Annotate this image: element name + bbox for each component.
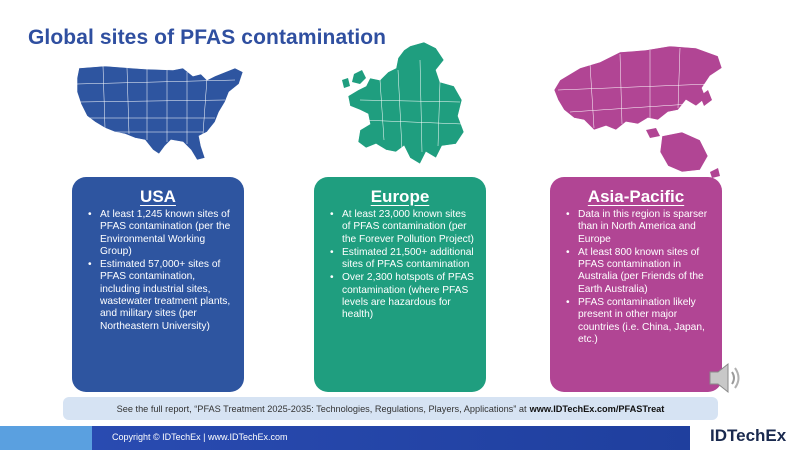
usa-bullet-list xyxy=(82,209,234,333)
europe-bullet: • At least 23,000 known sites of PFAS contamination (per the Forever Pollution Project) xyxy=(342,209,476,246)
footnote-text: See the full report, “PFAS Treatment 2025-2035: Technologies, Regulations, Players, Applications” at xyxy=(116,403,527,414)
usa-heading: USA xyxy=(140,187,176,206)
asia-pacific-bullet: • Data in this region is sparser than in North America and Europe xyxy=(578,209,712,246)
footer-copyright: Copyright © IDTechEx | www.IDTechEx.com xyxy=(112,432,288,442)
footer-bar-accent xyxy=(0,426,92,450)
europe-bullet: • Over 2,300 hotspots of PFAS contamination (where PFAS levels are hazardous for health) xyxy=(342,272,476,321)
report-link[interactable]: www.IDTechEx.com/PFASTreat xyxy=(529,403,665,414)
europe-map-icon xyxy=(340,40,470,170)
asia-pacific-heading: Asia-Pacific xyxy=(587,187,685,206)
europe-card xyxy=(314,177,486,392)
usa-bullet: • Estimated 57,000+ sites of PFAS contamination, including industrial sites, wastewater treatment plants, and military sites (per Northeastern University) xyxy=(100,259,234,333)
asia-pacific-card xyxy=(550,177,722,392)
speaker-icon[interactable] xyxy=(706,360,746,396)
page-title: Global sites of PFAS contamination xyxy=(28,26,387,49)
brand-logo: IDTechEx xyxy=(710,426,787,445)
asia-pacific-bullet: • PFAS contamination likely present in other major countries (i.e. China, Japan, etc.) xyxy=(578,297,712,346)
asia-pacific-bullet-list xyxy=(560,209,712,346)
europe-heading: Europe xyxy=(370,187,430,206)
asia-pacific-map-icon xyxy=(550,40,725,180)
usa-map-icon xyxy=(75,62,250,162)
usa-bullet: • At least 1,245 known sites of PFAS contamination (per the Environmental Working Group) xyxy=(100,209,234,258)
asia-pacific-bullet: • At least 800 known sites of PFAS contamination in Australia (per Friends of the Earth Australia) xyxy=(578,247,712,296)
europe-bullet-list xyxy=(324,209,476,322)
footer-bar xyxy=(0,426,690,450)
report-footnote xyxy=(63,397,718,420)
usa-card xyxy=(72,177,244,392)
europe-bullet: • Estimated 21,500+ additional sites of PFAS contamination xyxy=(342,247,476,272)
